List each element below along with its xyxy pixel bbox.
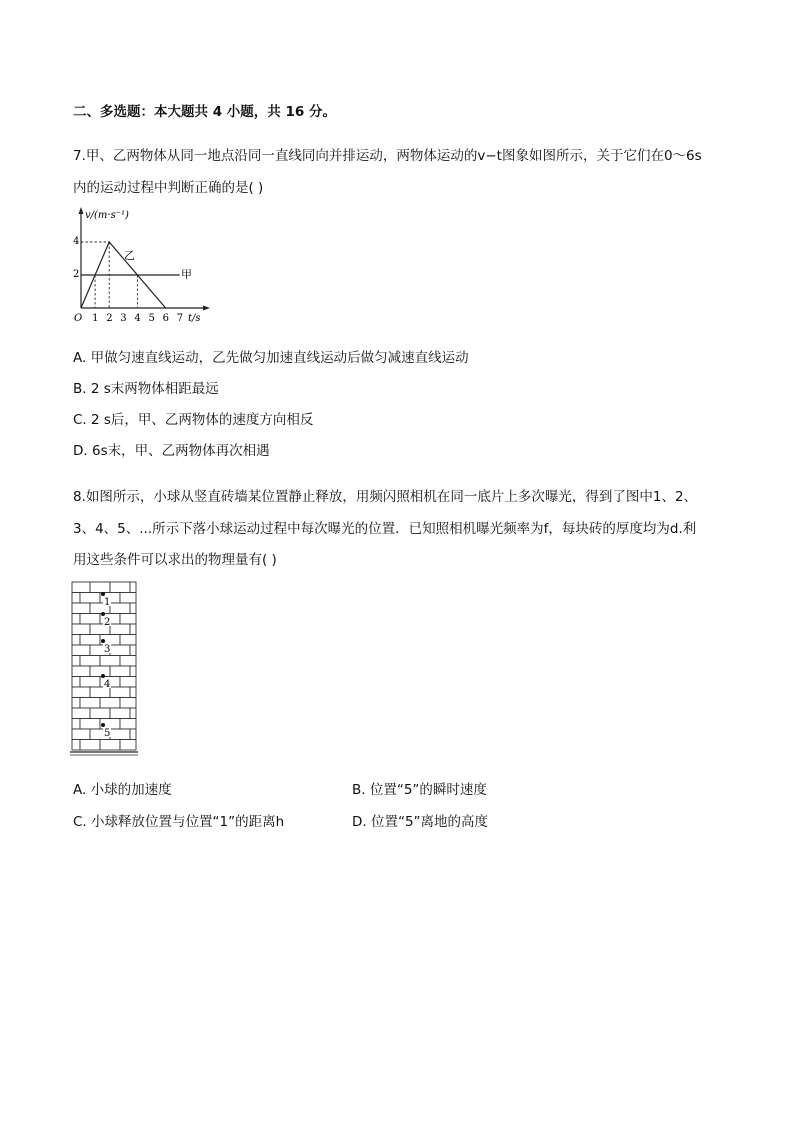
- x-axis-arrow: [203, 306, 210, 311]
- brick: [120, 677, 136, 688]
- brick: [120, 635, 136, 646]
- ball-position-3: [101, 639, 105, 643]
- label-yi: 乙: [124, 249, 135, 262]
- ball-position-5: [101, 723, 105, 727]
- q8-stem-line3: 用这些条件可以求出的物理量有( ): [73, 552, 277, 568]
- x-tick-4: 4: [134, 313, 141, 324]
- brick: [110, 708, 130, 719]
- ball-position-4: [101, 674, 105, 678]
- q7-stem-line2: 内的运动过程中判断正确的是( ): [73, 180, 264, 196]
- y-axis-arrow: [79, 207, 84, 214]
- brick: [110, 687, 130, 698]
- brick: [72, 687, 90, 698]
- q8-option-c: C. 小球释放位置与位置“1”的距离h: [73, 814, 285, 830]
- position-label-3: 3: [104, 644, 111, 655]
- brick: [130, 687, 136, 698]
- brick: [120, 698, 136, 709]
- x-tick-5: 5: [148, 313, 155, 324]
- brick: [130, 645, 136, 656]
- q7-option-b: B. 2 s末两物体相距最远: [73, 381, 219, 397]
- brick: [120, 614, 136, 625]
- brick: [72, 656, 80, 667]
- brick: [80, 698, 100, 709]
- brick: [110, 666, 130, 677]
- brick: [72, 708, 90, 719]
- brick: [72, 635, 80, 646]
- x-tick-2: 2: [106, 313, 113, 324]
- x-tick-7: 7: [176, 313, 184, 324]
- position-label-1: 1: [104, 597, 111, 608]
- q8-stem-line2: 3、4、5、...所示下落小球运动过程中每次曝光的位置．已知照相机曝光频率为f，每块砖的厚度均为d.利: [73, 521, 697, 537]
- brick: [72, 719, 80, 730]
- brick: [90, 708, 110, 719]
- q8-brick-wall-figure: [70, 578, 140, 758]
- brick: [72, 677, 80, 688]
- brick: [100, 656, 120, 667]
- brick: [80, 614, 100, 625]
- brick: [130, 666, 136, 677]
- brick: [100, 698, 120, 709]
- brick: [120, 593, 136, 604]
- brick: [72, 666, 90, 677]
- x-tick-6: 6: [162, 313, 169, 324]
- brick: [120, 740, 136, 751]
- x-axis-label: t/s: [188, 313, 201, 324]
- x-tick-3: 3: [120, 313, 127, 324]
- q7-stem-line1: 7.甲、乙两物体从同一地点沿同一直线同向并排运动，两物体运动的v−t图象如图所示，关于它们在0～6s: [73, 148, 702, 164]
- brick: [90, 666, 110, 677]
- position-label-4: 4: [104, 679, 111, 690]
- brick: [72, 582, 90, 593]
- q7-option-c: C. 2 s后，甲、乙两物体的速度方向相反: [73, 412, 314, 428]
- brick: [130, 603, 136, 614]
- brick: [130, 624, 136, 635]
- position-label-5: 5: [104, 728, 111, 739]
- brick: [72, 729, 90, 740]
- brick: [110, 645, 130, 656]
- brick: [130, 729, 136, 740]
- origin-label: O: [74, 313, 83, 324]
- q7-option-a: A. 甲做匀速直线运动，乙先做匀加速直线运动后做匀减速直线运动: [73, 350, 469, 366]
- brick: [130, 708, 136, 719]
- brick: [120, 656, 136, 667]
- brick: [72, 624, 90, 635]
- position-label-2: 2: [104, 617, 111, 628]
- x-tick-1: 1: [92, 313, 99, 324]
- q7-vt-graph: [70, 203, 210, 328]
- brick: [80, 593, 100, 604]
- brick: [110, 603, 130, 614]
- y-tick-2: 2: [73, 269, 80, 280]
- brick: [72, 614, 80, 625]
- q8-option-a: A. 小球的加速度: [73, 782, 172, 798]
- brick: [130, 582, 136, 593]
- q8-option-b: B. 位置“5”的瞬时速度: [352, 782, 487, 798]
- brick: [110, 624, 130, 635]
- brick: [80, 677, 100, 688]
- brick: [72, 603, 90, 614]
- ball-position-2: [101, 612, 105, 616]
- brick: [110, 582, 130, 593]
- brick: [72, 740, 80, 751]
- brick: [72, 645, 90, 656]
- ball-position-1: [101, 592, 105, 596]
- brick: [110, 729, 130, 740]
- y-axis-label: v/(m·s⁻¹): [85, 210, 129, 221]
- label-jia: 甲: [181, 268, 192, 281]
- q8-stem-line1: 8.如图所示，小球从竖直砖墙某位置静止释放，用频闪照相机在同一底片上多次曝光，得到了图中1、2、: [73, 489, 698, 505]
- brick: [80, 656, 100, 667]
- brick: [72, 593, 80, 604]
- brick: [80, 740, 100, 751]
- brick: [100, 740, 120, 751]
- brick: [72, 698, 80, 709]
- section-heading: 二、多选题：本大题共 4 小题，共 16 分。: [73, 104, 336, 120]
- brick: [120, 719, 136, 730]
- brick: [90, 582, 110, 593]
- q7-option-d: D. 6s末，甲、乙两物体再次相遇: [73, 443, 270, 459]
- q8-option-d: D. 位置“5”离地的高度: [352, 814, 489, 830]
- y-tick-4: 4: [73, 236, 80, 247]
- brick: [80, 719, 100, 730]
- brick: [80, 635, 100, 646]
